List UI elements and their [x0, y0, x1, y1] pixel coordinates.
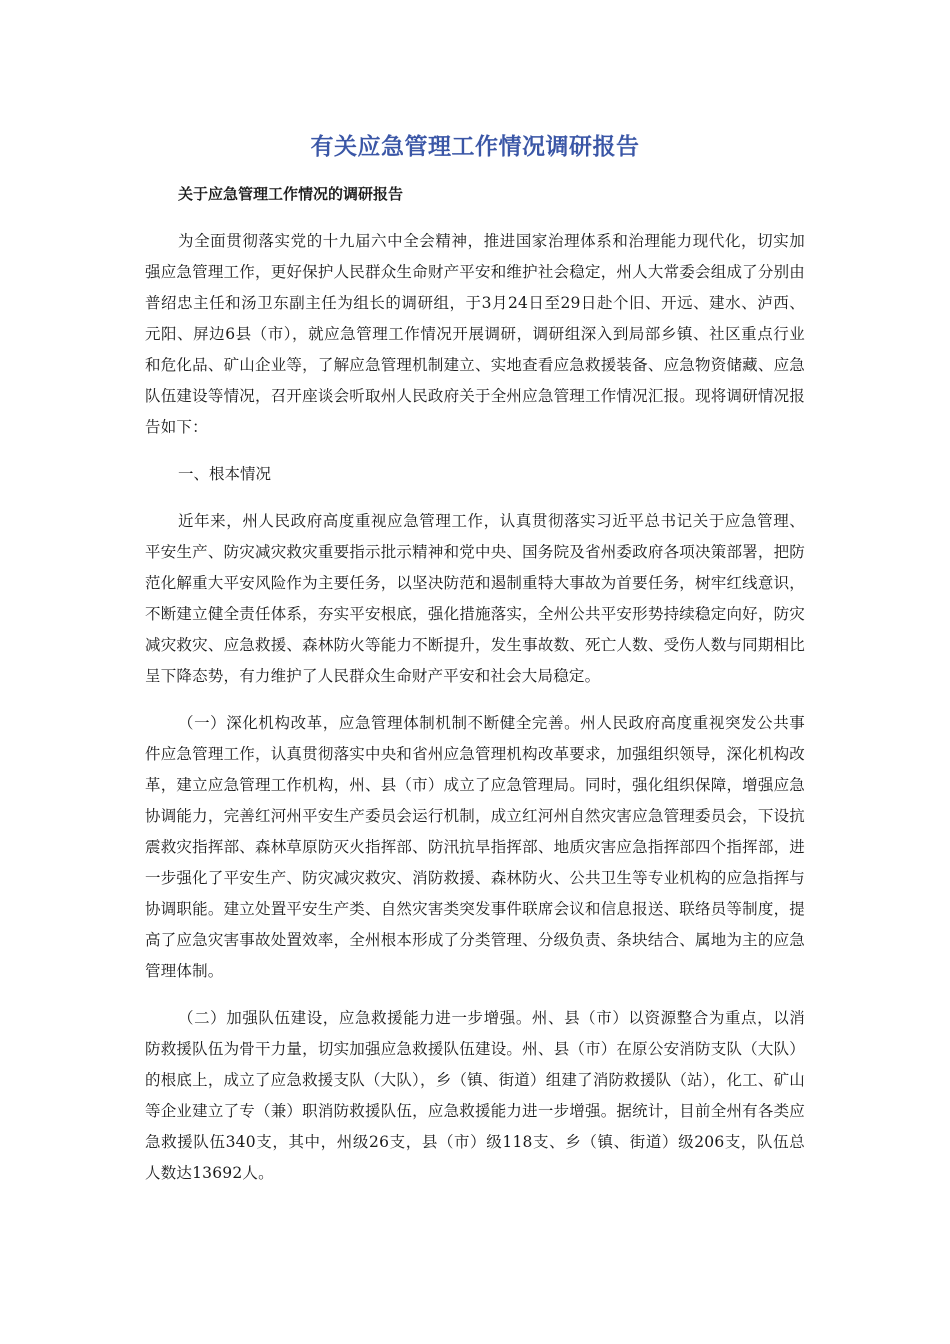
intro-paragraph: 为全面贯彻落实党的十九届六中全会精神，推进国家治理体系和治理能力现代化，切实加强应急管理工作，更好保护人民群众生命财产平安和维护社会稳定，州人大常委会组成了分别由普绍忠主任和汤卫东副主任为组长的调研组，于3月24日至29日赴个旧、开远、建水、泸西、元阳、屏边6县（市），就应急管理工作情况开展调研，调研组深入到局部乡镇、社区重点行业和危化品、矿山企业等，了解应急管理机制建立、实地查看应急救援装备、应急物资储藏、应急队伍建设等情况，召开座谈会听取州人民政府关于全州应急管理工作情况汇报。现将调研情况报告如下：: [145, 232, 805, 436]
document-title: 有关应急管理工作情况调研报告: [310, 134, 640, 160]
document-page: [145, 128, 805, 1205]
item-paragraph-2: （二）加强队伍建设，应急救援能力进一步增强。州、县（市）以资源整合为重点，以消防救援队伍为骨干力量，切实加强应急救援队伍建设。州、县（市）在原公安消防支队（大队）的根底上，成立了应急救援支队（大队），乡（镇、街道）组建了消防救援队（站），化工、矿山等企业建立了专（兼）职消防救援队伍，应急救援能力进一步增强。据统计，目前全州有各类应急救援队伍340支，其中，州级26支，县（市）级118支、乡（镇、街道）级206支，队伍总人数达13692人。: [145, 1009, 805, 1182]
document-subtitle: 关于应急管理工作情况的调研报告: [178, 185, 404, 203]
section-heading-basic: 一、根本情况: [178, 465, 272, 483]
item-paragraph-1: （一）深化机构改革，应急管理体制机制不断健全完善。州人民政府高度重视突发公共事件应急管理工作，认真贯彻落实中央和省州应急管理机构改革要求，加强组织领导，深化机构改革，建立应急管理工作机构，州、县（市）成立了应急管理局。同时，强化组织保障，增强应急协调能力，完善红河州平安生产委员会运行机制，成立红河州自然灾害应急管理委员会，下设抗震救灾指挥部、森林草原防灭火指挥部、防汛抗旱指挥部、地质灾害应急指挥部四个指挥部，进一步强化了平安生产、防灾减灾救灾、消防救援、森林防火、公共卫生等专业机构的应急指挥与协调职能。建立处置平安生产类、自然灾害类突发事件联席会议和信息报送、联络员等制度，提高了应急灾害事故处置效率，全州根本形成了分类管理、分级负责、条块结合、属地为主的应急管理体制。: [145, 714, 805, 980]
section-paragraph-basic: 近年来，州人民政府高度重视应急管理工作，认真贯彻落实习近平总书记关于应急管理、平安生产、防灾减灾救灾重要指示批示精神和党中央、国务院及省州委政府各项决策部署，把防范化解重大平安风险作为主要任务，以坚决防范和遏制重特大事故为首要任务，树牢红线意识，不断建立健全责任体系，夯实平安根底，强化措施落实，全州公共平安形势持续稳定向好，防灾减灾救灾、应急救援、森林防火等能力不断提升，发生事故数、死亡人数、受伤人数与同期相比呈下降态势，有力维护了人民群众生命财产平安和社会大局稳定。: [145, 512, 805, 685]
